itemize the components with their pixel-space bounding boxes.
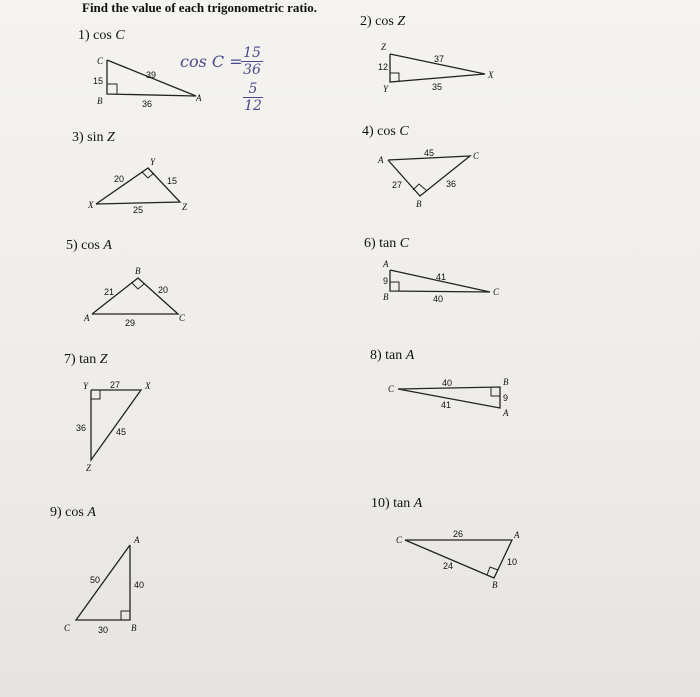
side-label: 41 <box>436 272 447 282</box>
problem-variable: A <box>413 496 423 511</box>
problem-ratio: cos <box>375 14 394 29</box>
vertex-label: A <box>84 313 90 323</box>
side-label: 36 <box>142 99 153 109</box>
problem-ratio: tan <box>393 496 411 511</box>
fraction-numerator: 15 <box>243 45 261 61</box>
problem-number: 8) <box>370 348 382 363</box>
side-label: 36 <box>446 179 457 189</box>
side-label: 40 <box>433 294 444 304</box>
problem-number: 4) <box>362 124 374 139</box>
side-label: 29 <box>125 318 136 328</box>
vertex-label: B <box>383 292 389 302</box>
problem-ratio: cos <box>93 28 112 43</box>
vertex-label: B <box>135 266 141 276</box>
side-label: 20 <box>114 174 125 184</box>
problem-number: 1) <box>78 28 90 43</box>
problem-variable: Z <box>99 352 108 367</box>
side-label: 35 <box>432 82 443 92</box>
problem-number: 7) <box>64 352 76 367</box>
side-label: 25 <box>133 205 144 215</box>
side-label: 20 <box>158 285 169 295</box>
vertex-label: Z <box>182 202 188 212</box>
side-label: 10 <box>507 557 518 567</box>
worksheet-title: Find the value of each trigonometric ratio. <box>82 0 318 15</box>
problem-ratio: cos <box>65 505 84 520</box>
vertex-label: C <box>97 56 104 66</box>
vertex-label: A <box>196 93 202 103</box>
side-label: 15 <box>93 76 104 86</box>
problem-variable: Z <box>397 14 406 29</box>
vertex-label: A <box>503 408 509 418</box>
vertex-label: C <box>493 287 500 297</box>
vertex-label: X <box>488 70 494 80</box>
side-label: 26 <box>453 529 464 539</box>
vertex-label: C <box>64 623 71 633</box>
problem-number: 9) <box>50 505 62 520</box>
vertex-label: Y <box>83 381 89 391</box>
side-label: 9 <box>503 393 509 403</box>
problem-ratio: tan <box>379 236 397 251</box>
problem-ratio: tan <box>79 352 97 367</box>
side-label: 39 <box>146 70 157 80</box>
problem-number: 6) <box>364 236 376 251</box>
fraction-denominator: 12 <box>244 98 262 114</box>
side-label: 36 <box>76 423 87 433</box>
handwritten-equation: cos C = <box>180 52 243 71</box>
problem-variable: A <box>405 348 415 363</box>
vertex-label: C <box>388 384 395 394</box>
side-label: 40 <box>442 378 453 388</box>
problem-variable: C <box>399 124 409 139</box>
side-label: 15 <box>167 176 178 186</box>
problem-ratio: cos <box>377 124 396 139</box>
problem-ratio: sin <box>87 130 104 145</box>
problem-number: 5) <box>66 238 78 253</box>
vertex-label: Z <box>86 463 92 473</box>
vertex-label: B <box>503 377 509 387</box>
vertex-label: A <box>378 155 384 165</box>
problem-variable: C <box>115 28 125 43</box>
side-label: 40 <box>134 580 145 590</box>
vertex-label: X <box>88 200 94 210</box>
vertex-label: C <box>179 313 186 323</box>
side-label: 9 <box>383 276 389 286</box>
side-label: 27 <box>110 380 121 390</box>
fraction-denominator: 36 <box>243 62 261 78</box>
vertex-label: A <box>383 259 389 269</box>
vertex-label: Y <box>383 84 389 94</box>
vertex-label: B <box>131 623 137 633</box>
vertex-label: B <box>97 96 103 106</box>
side-label: 41 <box>441 400 452 410</box>
problem-variable: Z <box>107 130 115 145</box>
vertex-label: A <box>514 530 520 540</box>
vertex-label: Z <box>381 42 387 52</box>
problem-number: 2) <box>360 14 372 29</box>
side-label: 45 <box>424 148 435 158</box>
side-label: 30 <box>98 625 109 635</box>
side-label: 37 <box>434 54 445 64</box>
problem-variable: C <box>399 236 410 251</box>
side-label: 50 <box>90 575 101 585</box>
vertex-label: X <box>145 381 151 391</box>
vertex-label: C <box>396 535 403 545</box>
fraction-numerator: 5 <box>248 81 258 97</box>
problem-variable: A <box>103 238 112 253</box>
vertex-label: C <box>473 151 480 161</box>
vertex-label: Y <box>150 157 156 167</box>
vertex-label: A <box>134 535 140 545</box>
side-label: 27 <box>392 180 403 190</box>
side-label: 12 <box>378 62 389 72</box>
vertex-label: B <box>416 199 422 209</box>
vertex-label: B <box>492 580 498 590</box>
side-label: 45 <box>116 427 127 437</box>
problem-ratio: tan <box>385 348 403 363</box>
problem-variable: A <box>87 505 96 520</box>
problem-ratio: cos <box>81 238 100 253</box>
problem-number: 10) <box>371 496 390 511</box>
side-label: 21 <box>104 287 115 297</box>
problem-number: 3) <box>72 130 84 145</box>
side-label: 24 <box>443 561 454 571</box>
